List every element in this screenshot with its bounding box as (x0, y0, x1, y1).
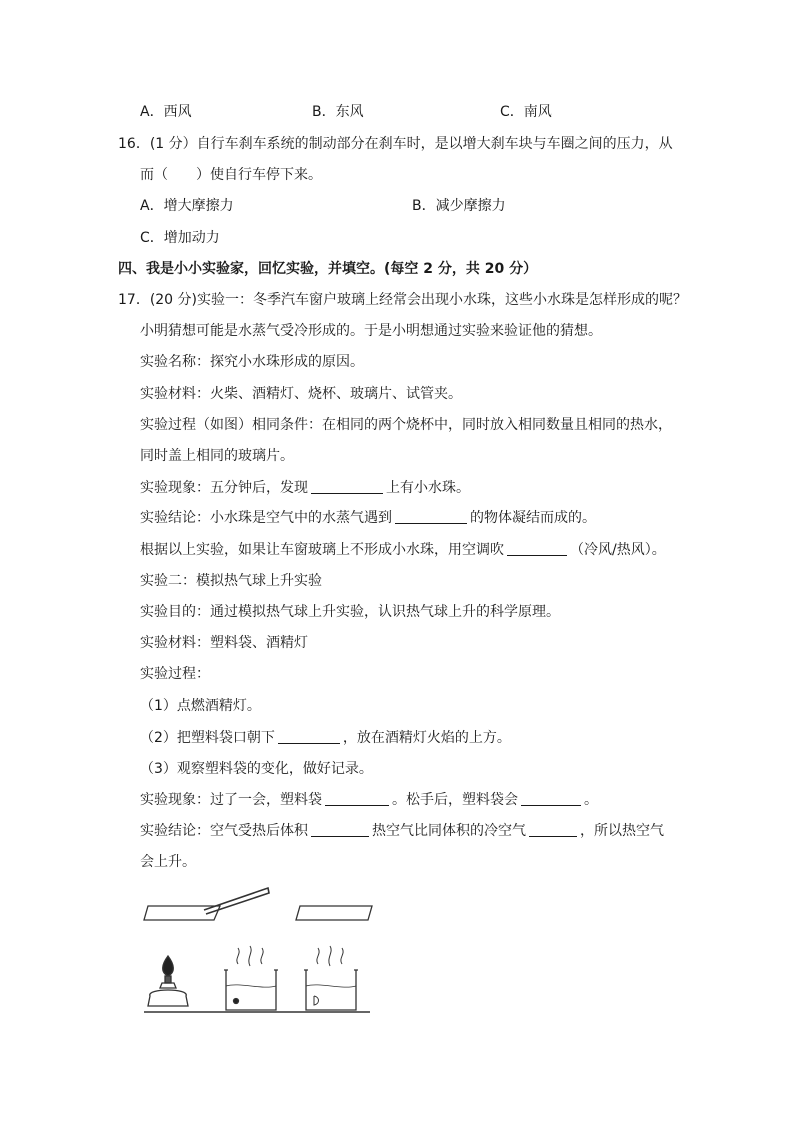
exp2-conclusion-pre: 实验结论：空气受热后体积 (140, 823, 308, 839)
exp1-name: 实验名称：探究小水珠形成的原因。 (140, 354, 364, 370)
exp1-phenomenon-post: 上有小水珠。 (386, 480, 470, 496)
exp2-step2-post: ，放在酒精灯火焰的上方。 (342, 730, 511, 746)
test-tube-clamp (204, 888, 269, 914)
answer-blank[interactable] (325, 791, 389, 806)
answer-blank[interactable] (521, 791, 581, 806)
answer-blank[interactable] (278, 729, 340, 744)
beaker-left (224, 946, 278, 1010)
section-title: 四、我是小小实验家，回忆实验，并填空。(每空 2 分，共 20 分） (118, 261, 538, 277)
exp1-phenomenon-pre: 实验现象：五分钟后，发现 (140, 480, 308, 496)
exp2-phenomenon-pre: 实验现象：过了一会，塑料袋 (140, 792, 322, 808)
exp1-apply-pre: 根据以上实验，如果让车窗玻璃上不形成小水珠，用空调吹 (140, 542, 504, 558)
exp2-conclusion (140, 822, 664, 840)
exp2-phenomenon-post: 。 (584, 792, 598, 808)
alcohol-lamp (148, 956, 188, 1006)
glass-plate-right (296, 906, 372, 920)
beaker-right (304, 946, 358, 1010)
exp2-conclusion-post: ，所以热空气 (580, 823, 664, 839)
q16-option-b: B．减少摩擦力 (412, 198, 506, 214)
answer-blank[interactable] (529, 822, 577, 837)
exp2-title: 实验二：模拟热气球上升实验 (140, 573, 322, 589)
q15-option-b: B．东风 (312, 104, 364, 120)
q16-stem-line1: 16．(1 分）自行车刹车系统的制动部分在刹车时，是以增大刹车块与车圈之间的压力，从 (118, 136, 673, 152)
q17-intro-line2: 小明猜想可能是水蒸气受冷形成的。于是小明想通过实验来验证他的猜想。 (140, 323, 602, 339)
exp2-materials: 实验材料：塑料袋、酒精灯 (140, 635, 308, 651)
exp1-materials: 实验材料：火柴、酒精灯、烧杯、玻璃片、试管夹。 (140, 386, 462, 402)
exp1-phenomenon (140, 479, 470, 497)
experiment-figure (140, 878, 380, 1023)
answer-blank[interactable] (507, 541, 567, 556)
exp2-step3: （3）观察塑料袋的变化，做好记录。 (140, 761, 373, 777)
exp2-step2-pre: （2）把塑料袋口朝下 (140, 730, 275, 746)
exp2-step1: （1）点燃酒精灯。 (140, 698, 261, 714)
answer-blank[interactable] (395, 509, 467, 524)
exp1-process-line2: 同时盖上相同的玻璃片。 (140, 448, 294, 464)
q16-stem-line2: 而（ ）使自行车停下来。 (140, 167, 322, 183)
answer-blank[interactable] (311, 479, 383, 494)
q16-option-a: A．增大摩擦力 (140, 198, 234, 214)
exp2-phenomenon (140, 791, 598, 809)
exp2-process: 实验过程： (140, 666, 210, 682)
exp2-conclusion-mid: 热空气比同体积的冷空气 (372, 823, 526, 839)
exp1-conclusion-pre: 实验结论：小水珠是空气中的水蒸气遇到 (140, 510, 392, 526)
exp2-purpose: 实验目的：通过模拟热气球上升实验，认识热气球上升的科学原理。 (140, 604, 560, 620)
q15-option-a: A．西风 (140, 104, 192, 120)
exp2-step2 (140, 729, 511, 747)
exp1-process-line1: 实验过程（如图）相同条件：在相同的两个烧杯中，同时放入相同数量且相同的热水， (140, 417, 672, 433)
exp2-phenomenon-mid: 。松手后，塑料袋会 (392, 792, 518, 808)
exp2-conclusion-line2: 会上升。 (140, 854, 196, 870)
exp1-apply (140, 541, 666, 559)
q17-intro-line1: 17．(20 分)实验一：冬季汽车窗户玻璃上经常会出现小水珠，这些小水珠是怎样形成的呢？ (118, 292, 688, 308)
q16-option-c: C．增加动力 (140, 230, 220, 246)
exp1-conclusion-post: 的物体凝结而成的。 (470, 510, 596, 526)
q15-option-c: C．南风 (500, 104, 552, 120)
exp1-apply-post: （冷风/热风）。 (570, 542, 666, 558)
answer-blank[interactable] (311, 822, 369, 837)
exp1-conclusion (140, 509, 596, 527)
